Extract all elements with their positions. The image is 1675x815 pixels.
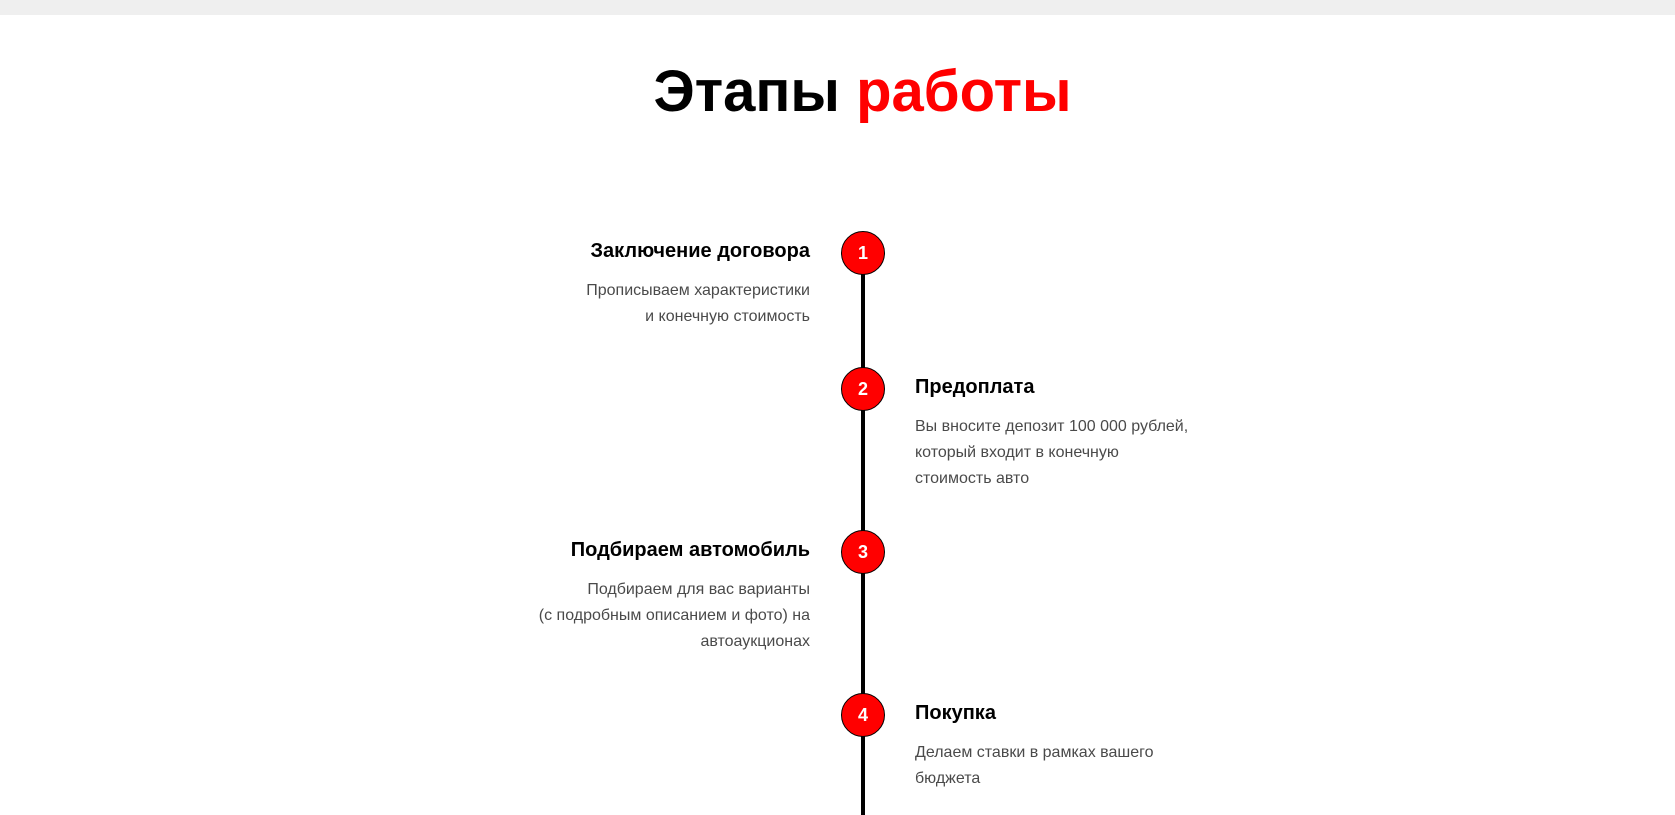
step-2-description: Вы вносите депозит 100 000 рублей, который входит в конечную стоимость авто [915, 418, 1189, 487]
step-2-title: Предоплата [915, 376, 1035, 398]
step-3-title: Подбираем автомобиль [570, 539, 810, 561]
step-3-description: Подбираем для вас варианты (с подробным описанием и фото) на автоаукционах [538, 581, 810, 650]
step-4-title: Покупка [915, 702, 996, 724]
top-strip [0, 0, 1675, 15]
page-title-accent: работы [856, 59, 1072, 124]
step-1-number-badge: 1 [841, 231, 885, 275]
step-1-title: Заключение договора [590, 240, 810, 262]
step-1 [450, 238, 810, 330]
page-title-main: Этапы [653, 59, 840, 124]
page-title [0, 56, 1675, 128]
step-4-number-badge: 4 [841, 693, 885, 737]
step-1-description: Прописываем характеристики и конечную стоимость [586, 282, 810, 325]
step-3-number-badge: 3 [841, 530, 885, 574]
step-3 [450, 537, 810, 655]
step-4-description: Делаем ставки в рамках вашего бюджета [915, 744, 1154, 787]
step-2-number-badge: 2 [841, 367, 885, 411]
step-4 [915, 700, 1275, 792]
step-2 [915, 374, 1275, 492]
